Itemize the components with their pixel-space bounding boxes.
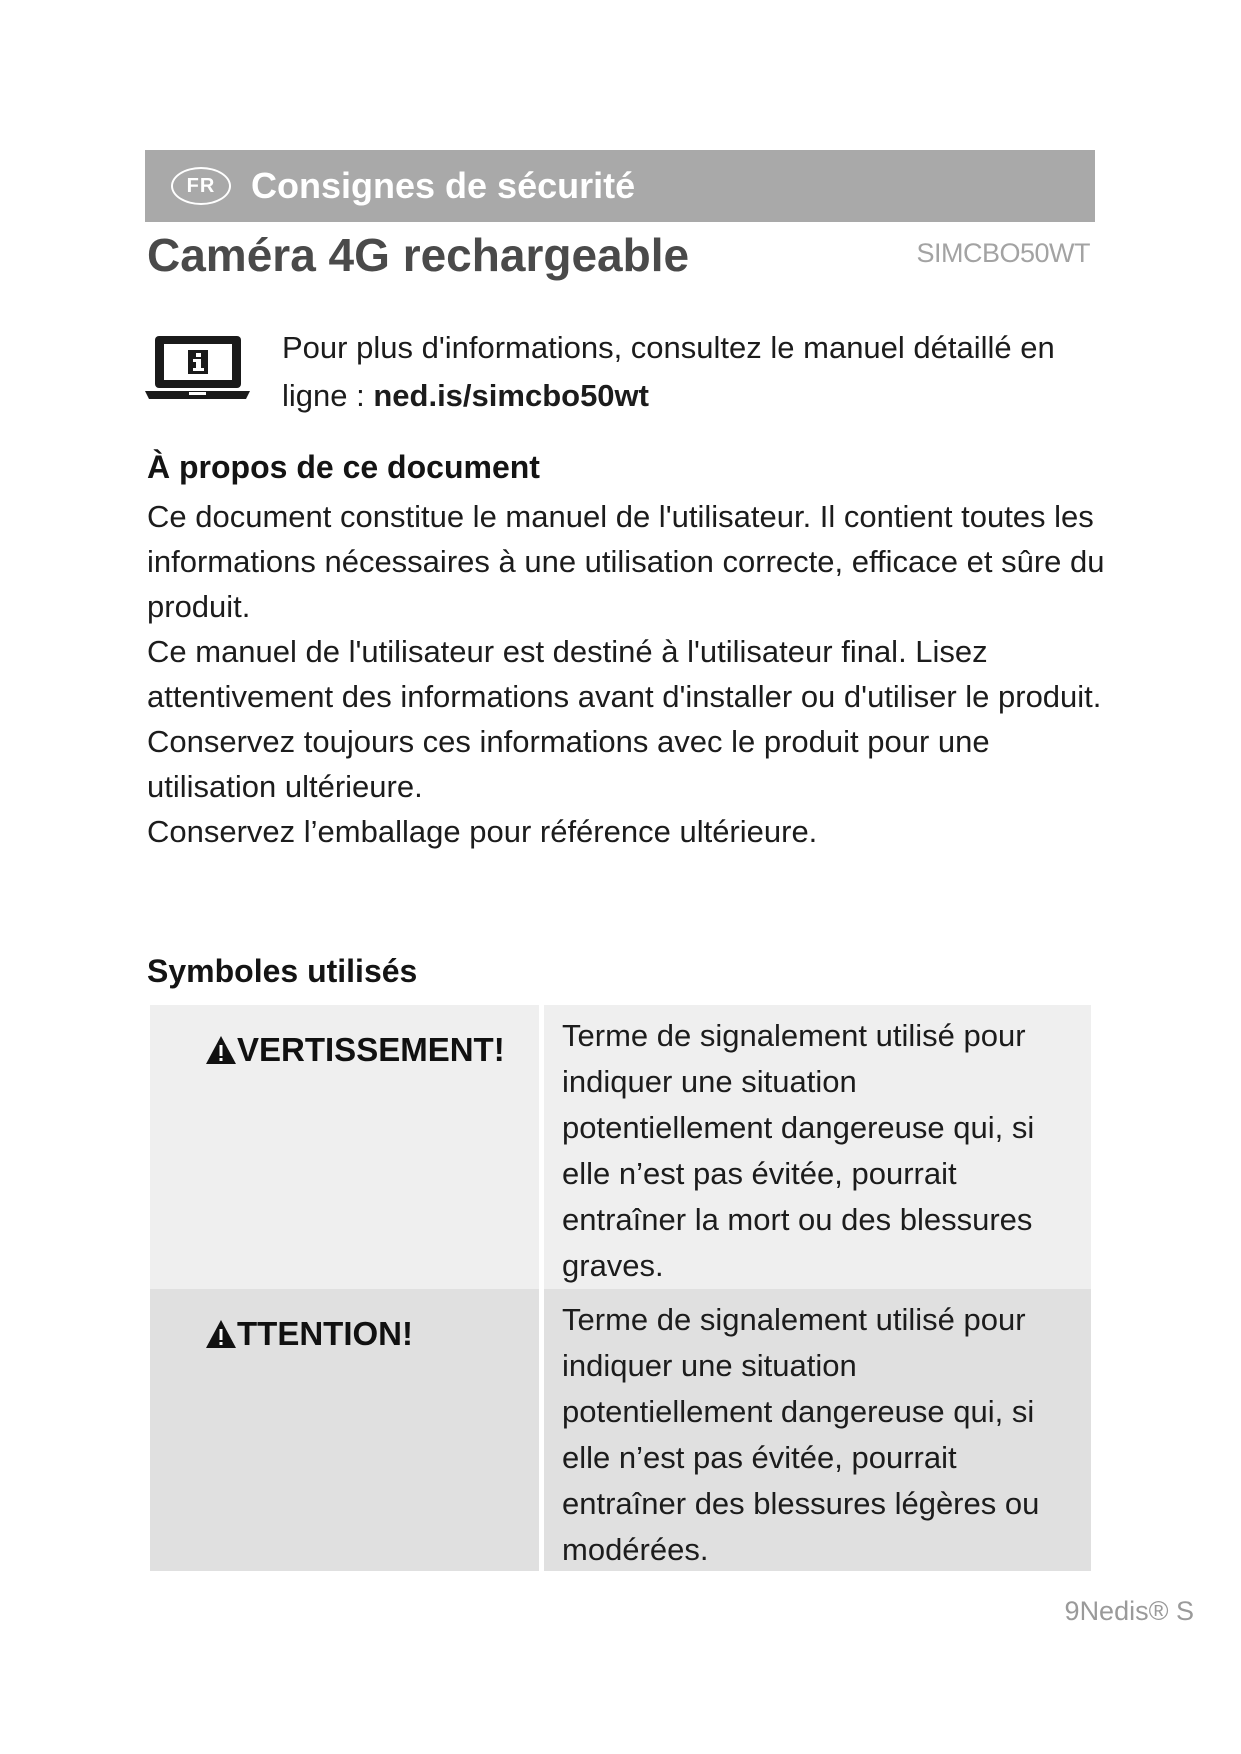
manual-url-link[interactable]: ned.is/simcbo50wt	[373, 378, 649, 413]
signal-word-warning: VERTISSEMENT!	[237, 1031, 505, 1068]
signal-word-description: Terme de signalement utilisé pour indiquer une situation potentiellement dangereuse qui, si elle n’est pas évitée, pourrait entraîner la mort ou des blessures graves.	[562, 1018, 1035, 1283]
about-heading: À propos de ce document	[147, 449, 540, 485]
signal-word-description: Terme de signalement utilisé pour indiquer une situation potentiellement dangereuse qui, si elle n’est pas évitée, pourrait entraîner des blessures légères ou modérées.	[562, 1302, 1040, 1567]
about-body	[147, 494, 1107, 854]
laptop-info-icon	[145, 333, 250, 403]
model-code: SIMCBO50WT	[916, 238, 1090, 268]
signal-word-cell	[150, 1289, 544, 1571]
symbols-table-row	[150, 1289, 1091, 1571]
header-title: Consignes de sécurité	[251, 165, 636, 206]
about-paragraph: Ce manuel de l'utilisateur est destiné à l'utilisateur final. Lisez attentivement des informations avant d'installer ou d'utiliser le produit.	[147, 634, 1102, 714]
symbols-table-row	[150, 1005, 1091, 1289]
language-badge: FR	[171, 167, 231, 205]
online-manual-text: Pour plus d'informations, consultez le manuel détaillé en ligne :	[282, 330, 1055, 413]
footer-brand: 9Nedis® S	[1064, 1596, 1194, 1626]
product-title: Caméra 4G rechargeable	[147, 229, 690, 281]
about-paragraph: Conservez l’emballage pour référence ultérieure.	[147, 814, 818, 849]
online-manual-note	[282, 324, 1102, 420]
warning-triangle-icon	[205, 1319, 237, 1349]
symbols-table	[150, 1005, 1091, 1571]
header-bar	[145, 150, 1095, 222]
about-paragraph: Ce document constitue le manuel de l'utilisateur. Il contient toutes les informations nécessaires à une utilisation correcte, efficace et sûre du produit.	[147, 499, 1105, 624]
warning-triangle-icon	[205, 1035, 237, 1065]
signal-word-caution: TTENTION!	[237, 1315, 413, 1352]
signal-word-cell	[150, 1005, 544, 1289]
symbols-heading: Symboles utilisés	[147, 953, 418, 989]
about-paragraph: Conservez toujours ces informations avec le produit pour une utilisation ultérieure.	[147, 724, 990, 804]
